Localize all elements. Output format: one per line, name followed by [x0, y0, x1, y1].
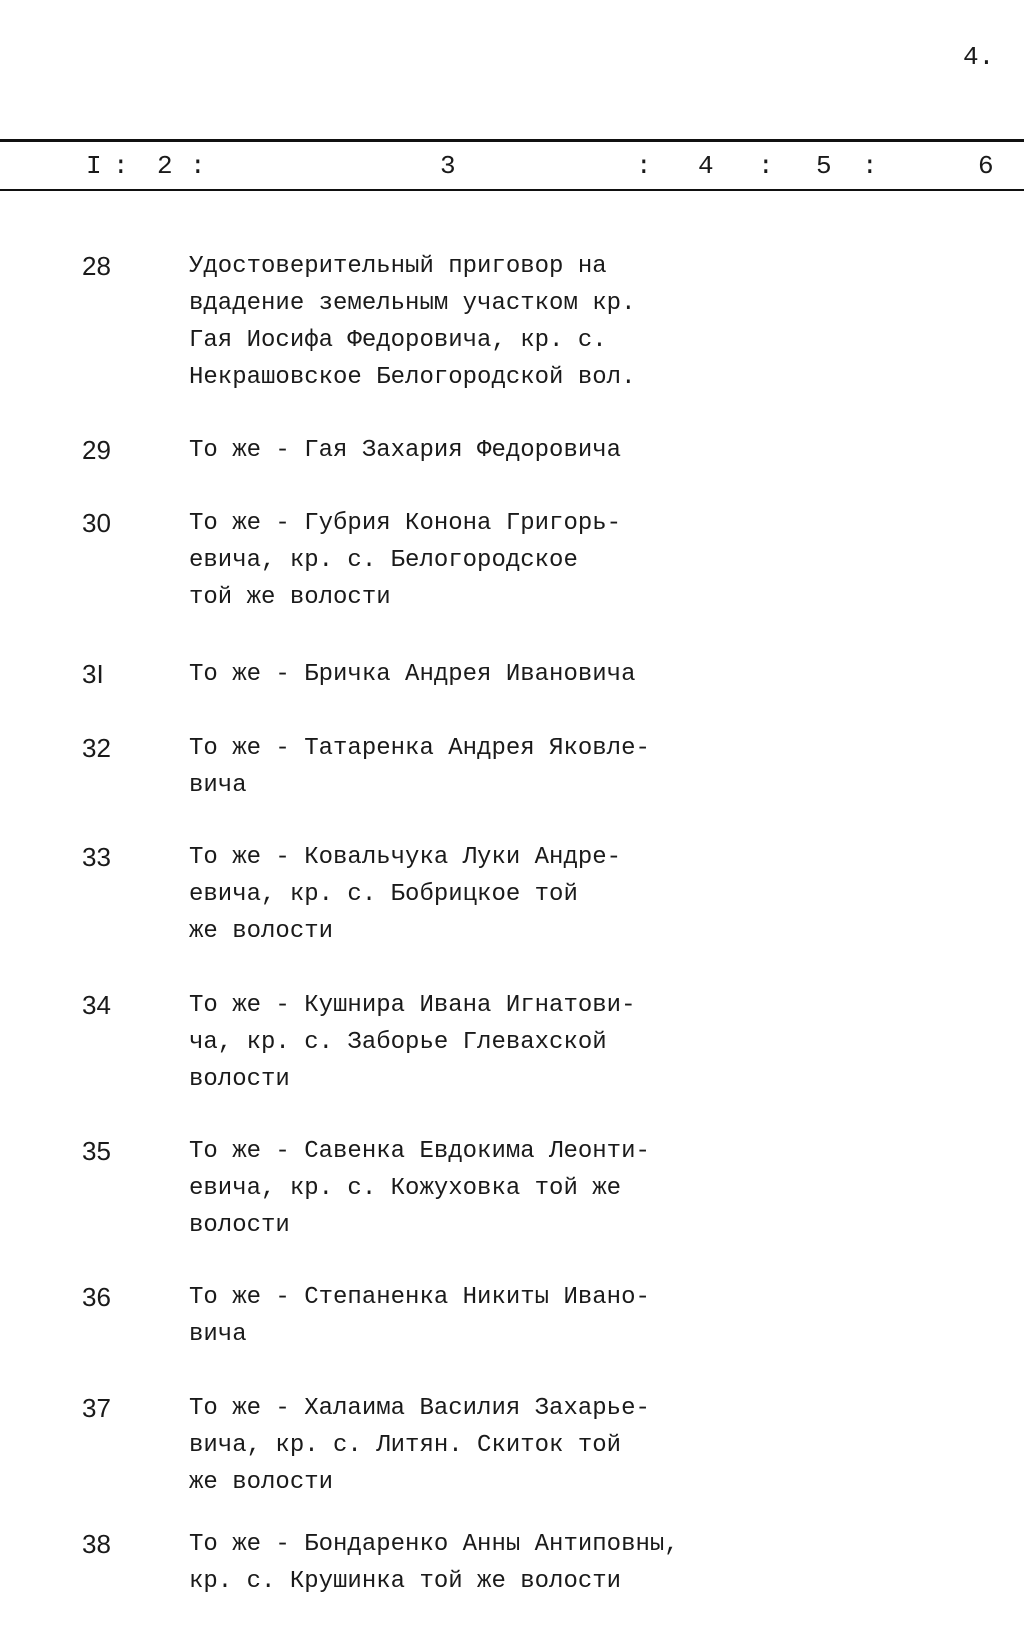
entry-line: Удостоверительный приговор на	[189, 253, 607, 280]
entry-line: Некрашовское Белогородской вол.	[189, 364, 636, 391]
entry-number: 34	[82, 990, 111, 1020]
col-separator: :	[862, 151, 878, 181]
entry-number: 29	[82, 435, 111, 465]
entry-number: 32	[82, 733, 111, 763]
entry-line: ча, кр. с. Заборье Глевахской	[189, 1029, 607, 1056]
entry-line: То же - Савенка Евдокима Леонти-	[189, 1138, 650, 1165]
entry-line: кр. с. Крушинка той же волости	[189, 1568, 622, 1595]
entry-line: вича, кр. с. Литян. Скиток той	[189, 1432, 622, 1459]
entry-description	[189, 505, 709, 616]
col-separator: :	[636, 151, 652, 181]
entry-line: той же волости	[189, 584, 391, 611]
entry-number: 28	[82, 251, 111, 281]
entry-line: Гая Иосифа Федоровича, кр. с.	[189, 327, 607, 354]
entry-line: же волости	[189, 918, 334, 945]
entry-number: 30	[82, 508, 111, 538]
entry-line: То же - Халаима Василия Захарье-	[189, 1395, 650, 1422]
entry-line: вдадение земельным участком кр.	[189, 290, 636, 317]
entry-line: То же - Губрия Конона Григорь-	[189, 510, 622, 537]
entry-description	[189, 1279, 709, 1353]
entry-line: вича	[189, 1321, 247, 1348]
entry-line: евича, кр. с. Кожуховка той же	[189, 1175, 622, 1202]
col-header-6: 6	[978, 151, 994, 181]
entry-number: 33	[82, 842, 111, 872]
entry-line: евича, кр. с. Бобрицкое той	[189, 881, 578, 908]
header-rule-top	[0, 139, 1024, 142]
entry-description	[189, 1133, 709, 1244]
header-rule-bottom	[0, 189, 1024, 191]
entry-number: 37	[82, 1393, 111, 1423]
entry-description	[189, 248, 709, 396]
entry-description	[189, 1390, 709, 1501]
entry-line: вича	[189, 772, 247, 799]
col-header-5: 5	[816, 151, 832, 181]
col-header-2: 2	[157, 151, 173, 181]
col-header-1: I	[86, 151, 102, 181]
col-header-3: 3	[440, 151, 456, 181]
entry-line: волости	[189, 1212, 290, 1239]
entry-number: 36	[82, 1282, 111, 1312]
col-header-4: 4	[698, 151, 714, 181]
entry-line: То же - Гая Захария Федоровича	[189, 437, 622, 464]
entry-description	[189, 730, 709, 804]
entry-line: же волости	[189, 1469, 334, 1496]
col-separator: :	[758, 151, 774, 181]
entry-description	[189, 987, 709, 1098]
entry-line: То же - Татаренка Андрея Яковле-	[189, 735, 650, 762]
entry-line: евича, кр. с. Белогородское	[189, 547, 578, 574]
col-separator: :	[190, 151, 206, 181]
entry-description	[189, 432, 709, 469]
col-separator: :	[113, 151, 129, 181]
entry-line: волости	[189, 1066, 290, 1093]
entry-description	[189, 839, 709, 950]
entry-description	[189, 1526, 709, 1600]
entry-number: 35	[82, 1136, 111, 1166]
entry-line: То же - Ковальчука Луки Андре-	[189, 844, 622, 871]
entry-line: То же - Бричка Андрея Ивановича	[189, 661, 636, 688]
entry-line: То же - Бондаренко Анны Антиповны,	[189, 1531, 679, 1558]
entry-description	[189, 656, 709, 693]
entry-line: То же - Кушнира Ивана Игнатови-	[189, 992, 636, 1019]
page-number: 4.	[963, 42, 995, 72]
entry-line: То же - Степаненка Никиты Ивано-	[189, 1284, 650, 1311]
entry-number: 38	[82, 1529, 111, 1559]
entry-number: 3I	[82, 659, 104, 689]
